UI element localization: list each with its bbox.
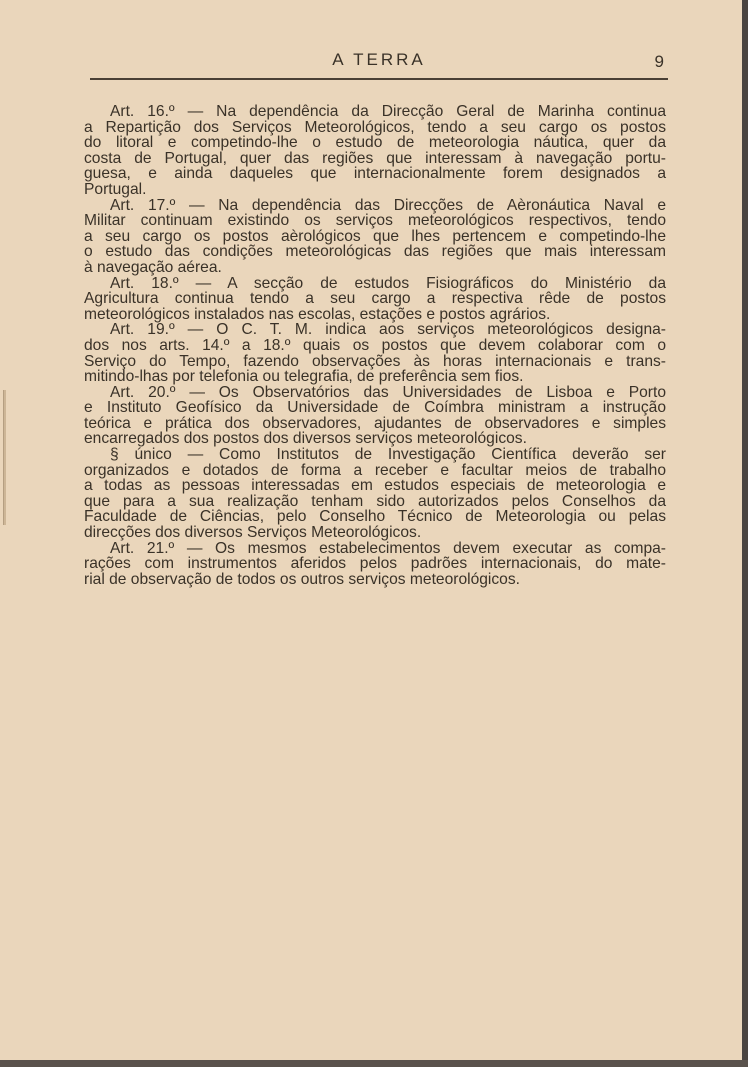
- text-line: Faculdade de Ciências, pelo Conselho Técnico de Meteorologia ou pelas: [84, 508, 666, 526]
- binding-stitch: [3, 390, 6, 525]
- text-line: a seu cargo os postos aèrológicos que lhes pertencem e competindo-lhe: [84, 227, 666, 245]
- text-line: dos nos arts. 14.º a 18.º quais os postos que devem colaborar com o: [84, 336, 666, 354]
- text-line: costa de Portugal, quer das regiões que interessam à navegação portu-: [84, 149, 666, 167]
- article-paragraph: [84, 385, 666, 447]
- text-line: a Repartição dos Serviços Meteorológicos, tendo a seu cargo os postos: [84, 118, 666, 136]
- text-line: Militar continuam existindo os serviços meteorológicos respectivos, tendo: [84, 212, 666, 230]
- article-paragraph: [84, 104, 666, 198]
- article-paragraph: [84, 198, 666, 276]
- page-number: 9: [654, 52, 664, 71]
- text-line: Serviço do Tempo, fazendo observações às horas internacionais e trans-: [84, 352, 666, 370]
- page-header: [90, 50, 668, 80]
- text-line: do litoral e competindo-lhe o estudo de meteorologia náutica, quer da: [84, 134, 666, 152]
- article-paragraph: [84, 276, 666, 323]
- page-bottom-shadow: [0, 1060, 748, 1067]
- text-line: organizados e dotados de forma a receber e facultar meios de trabalho: [84, 461, 666, 479]
- text-line: Art. 16.º — Na dependência da Direcção Geral de Marinha continua: [110, 103, 666, 120]
- article-paragraph: [84, 322, 666, 384]
- text-line: Art. 18.º — A secção de estudos Fisiográficos do Ministério da: [110, 274, 666, 292]
- text-line: Portugal.: [84, 180, 147, 198]
- text-line: rações com instrumentos aferidos pelos padrões internacionais, do mate-: [84, 555, 666, 573]
- text-line: direcções dos diversos Serviços Meteorológicos.: [84, 524, 422, 542]
- text-line: Art. 21.º — Os mesmos estabelecimentos devem executar as compa-: [110, 539, 666, 557]
- text-line: encarregados dos postos dos diversos serviços meteorológicos.: [84, 430, 527, 448]
- text-line: que para a sua realização tenham sido autorizados pelos Conselhos da: [84, 492, 666, 510]
- text-line: § único — Como Institutos de Investigação Científica deverão ser: [110, 446, 666, 464]
- text-line: e Instituto Geofísico da Universidade de Coímbra ministram a instrução: [84, 399, 666, 417]
- article-paragraph: [84, 447, 666, 541]
- text-line: Agricultura continua tendo a seu cargo a respectiva rêde de postos: [84, 290, 666, 308]
- text-line: o estudo das condições meteorológicas das regiões que mais interessam: [84, 243, 666, 261]
- text-line: meteorológicos instalados nas escolas, estações e postos agrários.: [84, 305, 551, 323]
- header-rule: [90, 78, 668, 80]
- text-line: a todas as pessoas interessadas em estudos especiais de meteorologia e: [84, 477, 666, 495]
- running-title: A TERRA: [332, 50, 426, 69]
- text-line: à navegação aérea.: [84, 258, 222, 276]
- article-paragraph: [84, 541, 666, 588]
- text-line: guesa, e ainda daqueles que internacionalmente forem designados a: [84, 165, 666, 183]
- text-line: rial de observação de todos os outros serviços meteorológicos.: [84, 570, 520, 588]
- text-line: Art. 20.º — Os Observatórios das Universidades de Lisboa e Porto: [110, 383, 666, 401]
- page-edge-shadow: [742, 0, 748, 1067]
- text-line: Art. 19.º — O C. T. M. indica aos serviços meteorológicos designa-: [110, 321, 666, 339]
- text-line: Art. 17.º — Na dependência das Direcções de Aèronáutica Naval e: [110, 196, 666, 214]
- text-line: mitindo-lhas por telefonia ou telegrafia, de preferência sem fios.: [84, 368, 524, 386]
- body-text: [84, 104, 666, 587]
- text-line: teórica e prática dos observadores, ajudantes de observadores e simples: [84, 414, 666, 432]
